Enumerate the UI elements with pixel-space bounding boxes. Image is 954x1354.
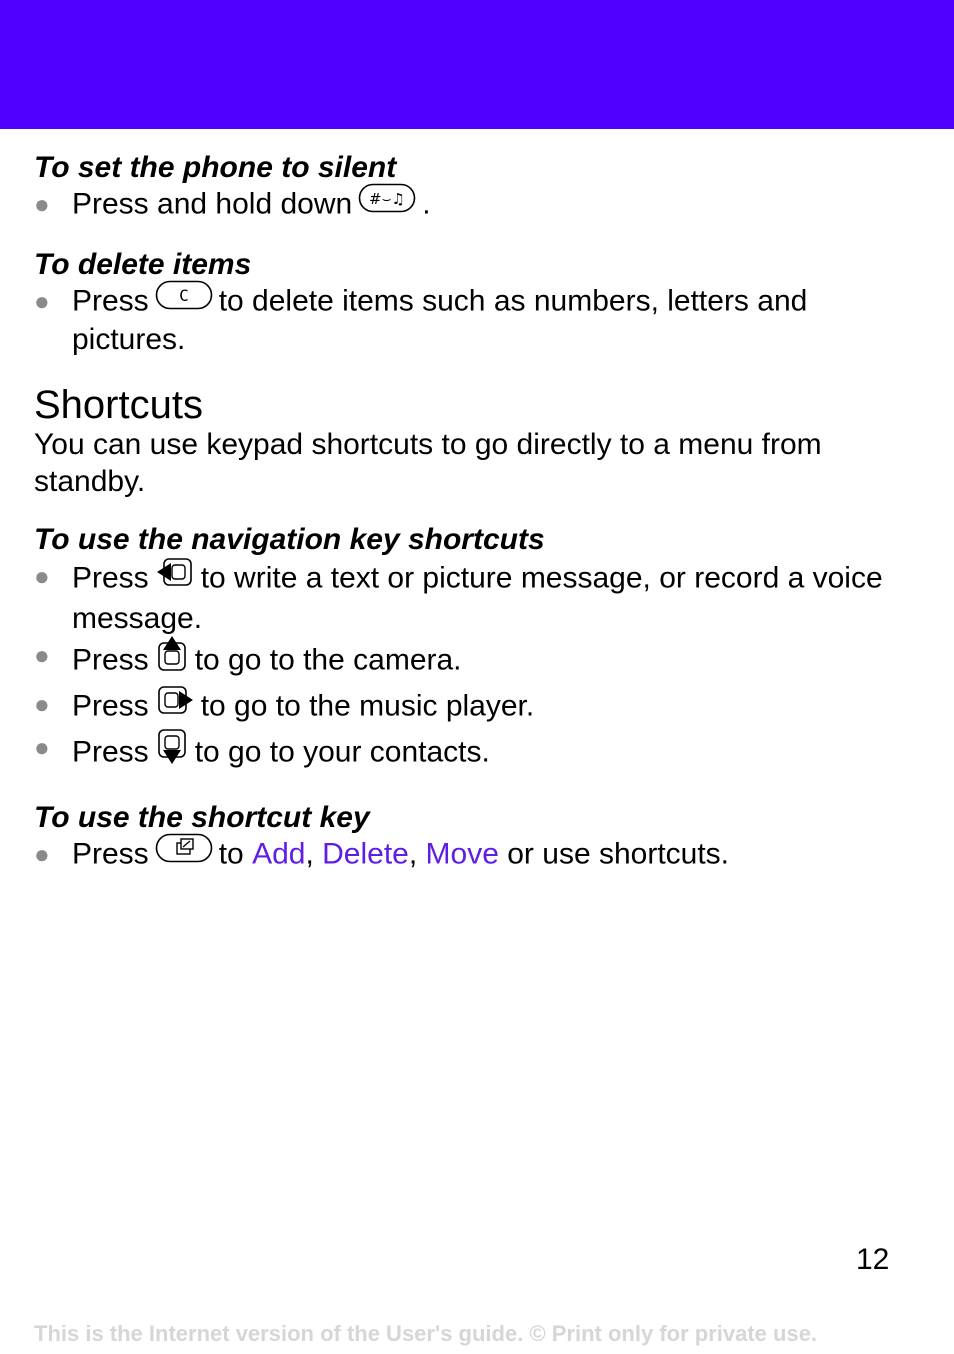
bullet-post: or use shortcuts. — [507, 837, 730, 871]
bullet-dot: ● — [34, 561, 50, 591]
shortcut-key-list — [34, 836, 914, 875]
bullet-pre: Press — [72, 689, 149, 723]
bullet-dot: ● — [34, 189, 50, 219]
silent-heading: To set the phone to silent — [34, 151, 397, 184]
footer-note: This is the Internet version of the User's guide. © Print only for private use. — [34, 1321, 818, 1346]
shortcut-key-heading: To use the shortcut key — [34, 801, 370, 834]
list-item — [34, 836, 914, 875]
add-keyword: Add — [252, 837, 306, 871]
bullet-post: to delete items such as numbers, letters and pictures. — [72, 284, 808, 356]
bullet-pre: Press — [72, 284, 149, 318]
bullet-post: to go to the camera. — [194, 643, 462, 677]
list-item — [34, 729, 914, 778]
bullet-text: Press and hold down — [72, 187, 353, 221]
bullet-end: . — [422, 187, 431, 221]
bullet-post: to go to your contacts. — [194, 735, 490, 769]
comma: , — [305, 837, 314, 871]
section-intro: You can use keypad shortcuts to go directly to a menu from standby. — [34, 428, 822, 498]
bullet-post: to write a text or picture message, or record a voice message. — [72, 561, 883, 635]
bullet-pre: Press — [72, 735, 149, 769]
comma: , — [408, 837, 418, 871]
c-key-icon — [155, 280, 213, 319]
nav-up-key-icon — [155, 634, 189, 683]
to-word: to — [218, 837, 244, 871]
bullet-dot: ● — [34, 839, 50, 869]
list-item — [34, 637, 914, 686]
hash-silent-key-icon — [358, 183, 416, 222]
bullet-pre: Press — [72, 643, 149, 677]
list-item — [34, 558, 914, 637]
shortcut-key-icon — [155, 833, 213, 872]
nav-left-key-icon — [155, 555, 195, 598]
silent-list — [34, 186, 914, 225]
bullet-dot: ● — [34, 689, 50, 719]
delete-list — [34, 283, 914, 358]
header-bar — [0, 0, 954, 129]
page-number: 12 — [856, 1243, 890, 1276]
list-item — [34, 283, 914, 358]
list-item — [34, 186, 914, 225]
page-content — [34, 150, 914, 875]
delete-heading: To delete items — [34, 248, 252, 281]
c-key-label: C — [178, 286, 189, 305]
nav-down-key-icon — [155, 726, 189, 775]
bullet-dot: ● — [34, 286, 50, 316]
nav-right-key-icon — [155, 683, 195, 726]
bullet-dot: ● — [34, 732, 50, 762]
bullet-post: to go to the music player. — [200, 689, 535, 723]
bullet-pre: Press — [72, 837, 149, 871]
move-keyword: Move — [425, 837, 499, 871]
bullet-pre: Press — [72, 561, 149, 595]
section-title: Shortcuts — [34, 383, 203, 427]
nav-heading: To use the navigation key shortcuts — [34, 523, 545, 556]
delete-keyword: Delete — [322, 837, 409, 871]
svg-text:#⌣♫: #⌣♫ — [369, 190, 406, 208]
list-item — [34, 686, 914, 729]
nav-list — [34, 558, 914, 778]
bullet-dot: ● — [34, 640, 50, 670]
